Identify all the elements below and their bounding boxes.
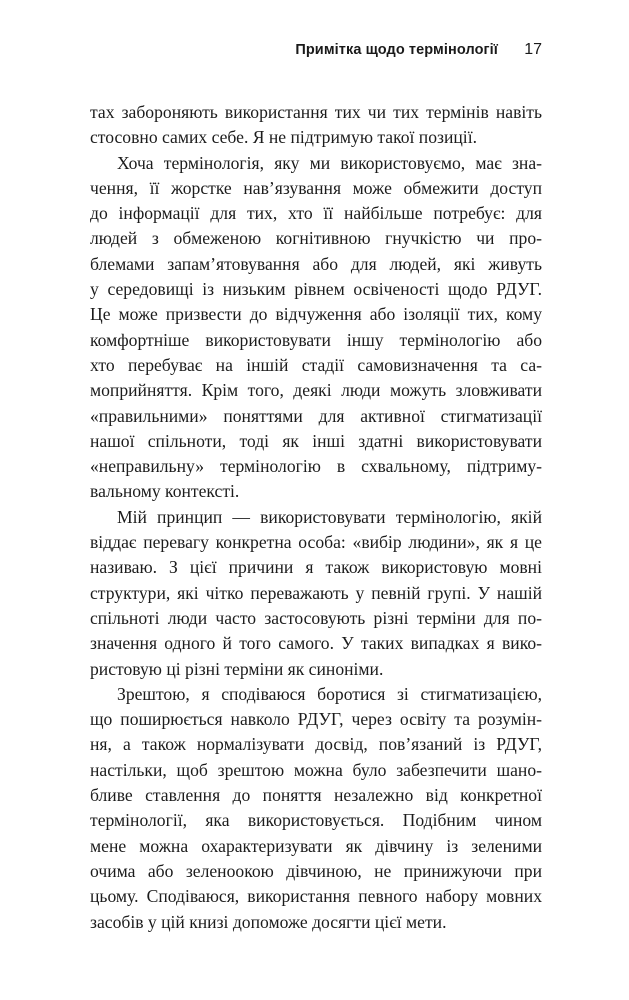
text-line: Зрештою, я сподіваюся боротися зі стигматизацією,: [117, 683, 542, 704]
text-line: чення, її жорстке нав’язування може обмежити доступ: [90, 177, 542, 198]
text-line: називаю. З цієї причини я також використовую мовні: [90, 557, 542, 578]
text-line: Хоча термінологія, яку ми використовуємо, має зна-: [117, 152, 542, 173]
text-line: вальному контексті.: [90, 481, 240, 502]
text-line: «правильними» поняттями для активної стигматизації: [90, 405, 542, 426]
text-line: засобів у цій книзі допоможе досягти цієї мети.: [90, 911, 447, 932]
text-line: людей з обмеженою когнітивною гнучкістю чи про-: [90, 228, 542, 249]
text-line: блемами запам’ятовування або для людей, які живуть: [90, 253, 542, 274]
text-line: тах забороняють використання тих чи тих термінів навіть: [90, 102, 542, 122]
paragraph: [90, 682, 542, 935]
text-line: мене можна охарактеризувати як дівчину із зеленими: [90, 835, 542, 856]
text-line: бливе ставлення до поняття незалежно від конкретної: [90, 785, 542, 806]
text-line: у середовищі із низьким рівнем освіченості щодо РДУГ.: [90, 279, 542, 300]
text-line: очима або зеленоокою дівчиною, не принижуючи при: [90, 860, 542, 881]
paragraph: [90, 505, 542, 682]
text-line: віддає перевагу конкретна особа: «вибір людини», як я це: [90, 532, 542, 553]
text-line: комфортніше використовувати іншу термінологію або: [90, 329, 542, 350]
text-line: до інформації для тих, хто її найбільше потребує: для: [90, 203, 542, 224]
text-line: стосовно самих себе. Я не підтримую такої позиції.: [90, 127, 477, 148]
text-line: значення одного й того самого. У таких випадках я вико-: [90, 633, 542, 654]
text-line: що поширюється навколо РДУГ, через освіту та розумін-: [90, 709, 542, 730]
text-line: «неправильну» термінологію в схвальному, підтриму-: [90, 456, 542, 477]
text-line: настільки, щоб зрештою можна було забезпечити шано-: [90, 759, 542, 780]
running-title: Примітка щодо термінології: [295, 42, 498, 58]
paragraph: [90, 100, 542, 151]
body-text: [90, 100, 542, 935]
text-line: цьому. Сподіваюся, використання певного набору мовних: [90, 886, 542, 907]
page-number: 17: [524, 41, 542, 58]
text-line: моприйняття. Крім того, деякі люди можуть зловживати: [90, 380, 542, 401]
text-line: Це може призвести до відчуження або ізоляції тих, кому: [90, 304, 542, 325]
text-line: ня, а також нормалізувати досвід, пов’язаний із РДУГ,: [90, 734, 542, 755]
text-line: структури, які чітко переважають у певній групі. У нашій: [90, 582, 542, 603]
text-line: термінології, яка використовується. Подібним чином: [90, 810, 542, 831]
running-header: [90, 42, 542, 62]
text-line: хто перебуває на іншій стадії самовизначення та са-: [90, 354, 542, 375]
paragraph: [90, 151, 542, 505]
text-line: нашої спільноти, тоді як інші здатні використовувати: [90, 430, 542, 451]
text-line: ристовую ці різні терміни як синоніми.: [90, 658, 384, 679]
text-line: спільноті люди часто застосовують різні терміни для по-: [90, 607, 542, 628]
text-line: Мій принцип — використовувати термінологію, якій: [117, 506, 542, 527]
